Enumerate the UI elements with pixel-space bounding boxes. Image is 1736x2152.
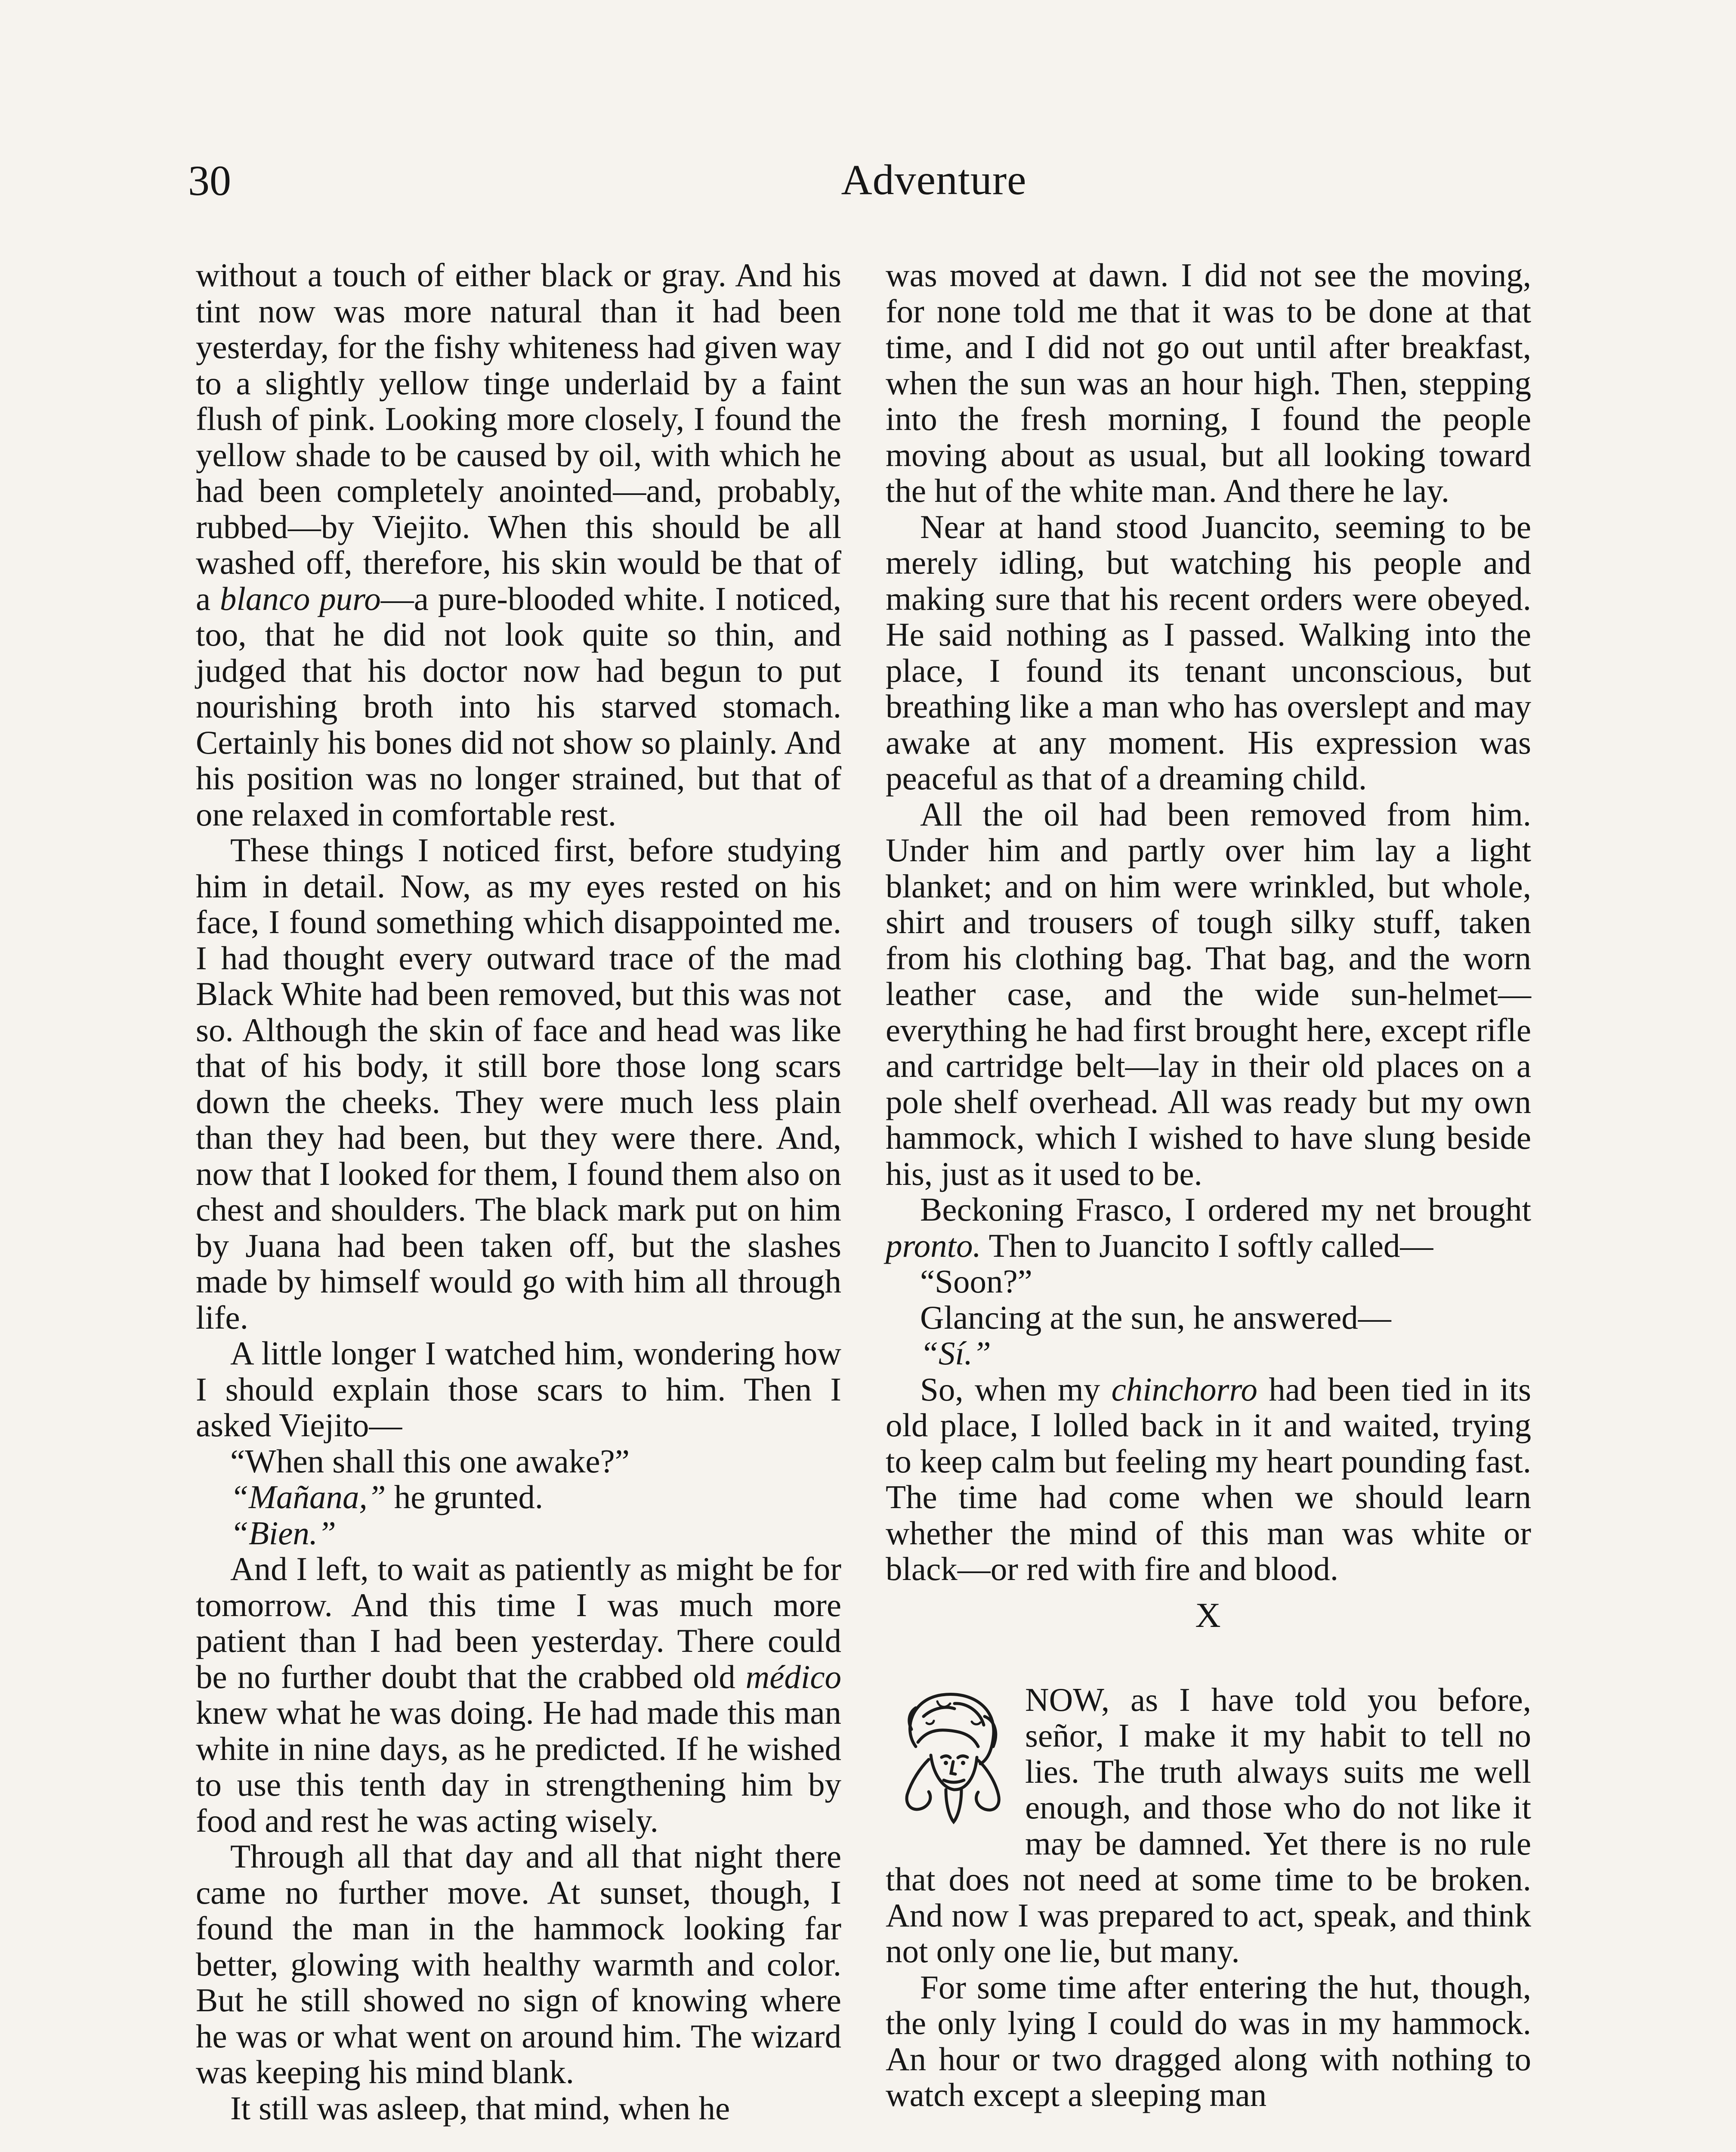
italic-phrase: “Mañana,” [230, 1478, 386, 1515]
paragraph [196, 257, 841, 832]
page-number: 30 [188, 157, 231, 204]
paragraph: These things I noticed first, before studying him in detail. Now, as my eyes rested on his face, I found something which disappointed me. I had thought every outward trace of the mad Black White had been removed, but this was not so. Although the skin of face and head was like that of his body, it still bore those long scars down the cheeks. They were much less plain than they had been, but they were there. And, now that I looked for them, I found them also on chest and shoulders. The black mark put on him by Juana had been taken off, but the slashes made by himself would go with him all through life. [196, 832, 841, 1336]
italic-phrase: médico [745, 1658, 841, 1695]
paragraph-text: And I left, to wait as patiently as might be for tomorrow. And this time I was much more patient than I had been yesterday. There could be no further doubt that the crabbed old [196, 1550, 841, 1695]
italic-phrase: pronto. [886, 1227, 981, 1264]
dropcap-illustration [886, 1682, 1019, 1828]
dialogue-line [196, 1479, 841, 1515]
running-title: Adventure [841, 156, 1027, 204]
paragraph-text: without a touch of either black or gray. And his tint now was more natural than it had been yesterday, for the fishy whiteness had given way to a slightly yellow tinge underlaid by a faint flush of pink. Looking more closely, I found the yellow shade to be caused by oil, with which he had been completely anointed—and, probably, rubbed—by Viejito. When this should be all washed off, therefore, his skin would be that of a [196, 257, 841, 617]
dialogue-line: “Soon?” [920, 1263, 1032, 1300]
italic-phrase: “Sí.” [920, 1335, 991, 1372]
paragraph: Glancing at the sun, he answered— [920, 1299, 1391, 1336]
left-column [196, 257, 841, 2126]
section-heading: X [1195, 1595, 1222, 1635]
paragraph: Through all that day and all that night there came no further move. At sunset, though, I found the man in the hammock looking far better, glowing with healthy warmth and color. But he still showed no sign of knowing where he was or what went on around him. The wizard was keeping his mind blank. [196, 1838, 841, 2090]
paragraph-text: NOW, as I have told you before, señor, I make it my habit to tell no lies. The truth always suits me well enough, and those who do not like it may be damned. Yet there is no rule that does not need at some time to be broken. And now I was prepared to act, speak, and think not only one lie, but many. [886, 1681, 1531, 1970]
paragraph [886, 1682, 1531, 1970]
paragraph: All the oil had been removed from him. Under him and partly over him lay a light blanket; and on him were wrinkled, but whole, shirt and trousers of tough silky stuff, taken from his clothing bag. That bag, and the worn leather case, and the wide sun-helmet—everything he had first brought here, except rifle and cartridge belt—lay in their old places on a pole shelf overhead. All was ready but my own hammock, which I wished to have slung beside his, just as it used to be. [886, 795, 1531, 1192]
dialogue-line: “When shall this one awake?” [230, 1442, 630, 1480]
dialogue-line [886, 1336, 1531, 1372]
paragraph [196, 1551, 841, 1839]
italic-phrase: “Bien.” [230, 1514, 337, 1552]
paragraph-text: So, when my [920, 1370, 1112, 1408]
italic-phrase: blanco puro [219, 580, 381, 617]
paragraph [886, 1192, 1531, 1264]
paragraph: Near at hand stood Juancito, seeming to be merely idling, but watching his people and making sure that his recent orders were obeyed. He said nothing as I passed. Walking into the place, I found its tenant unconscious, but breathing like a man who has overslept and may awake at any moment. His expression was peaceful as that of a dreaming child. [886, 508, 1531, 797]
paragraph-text: Beckoning Frasco, I ordered my net brought [920, 1191, 1531, 1228]
paragraph-text: had been tied in its old place, I lolled back in it and waited, trying to keep calm but feeling my heart pounding fast. The time had come when we should learn whether the mind of this man was white or black—or red with fire and blood. [886, 1370, 1531, 1587]
paragraph: For some time after entering the hut, though, the only lying I could do was in my hammock. An hour or two dragged along with nothing to watch except a sleeping man [886, 1968, 1531, 2113]
paragraph-text: Then to Juancito I softly called— [981, 1227, 1433, 1264]
paragraph-text: he grunted. [394, 1478, 544, 1515]
paragraph-text: —a pure-blooded white. I noticed, too, that he did not look quite so thin, and judged that his doctor now had begun to put nourishing broth into his starved stomach. Certainly his bones did not show so plainly. And his position was no longer strained, but that of one relaxed in comfortable rest. [196, 580, 841, 833]
italic-phrase: chinchorro [1111, 1370, 1257, 1408]
paragraph [886, 1372, 1531, 1587]
right-column [886, 257, 1531, 2113]
paragraph-text: knew what he was doing. He had made this man white in nine days, as he predicted. If he wished to use this tenth day in strengthening him by food and rest he was acting wisely. [196, 1694, 841, 1839]
paragraph: was moved at dawn. I did not see the moving, for none told me that it was to be done at that time, and I did not go out until after breakfast, when the sun was an hour high. Then, stepping into the fresh morning, I found the people moving about as usual, but all looking toward the hut of the white man. And there he lay. [886, 257, 1531, 509]
paragraph: It still was asleep, that mind, when he [230, 2089, 730, 2127]
paragraph: A little longer I watched him, wondering how I should explain those scars to him. Then I asked Viejito— [196, 1335, 841, 1444]
dialogue-line [196, 1515, 841, 1552]
